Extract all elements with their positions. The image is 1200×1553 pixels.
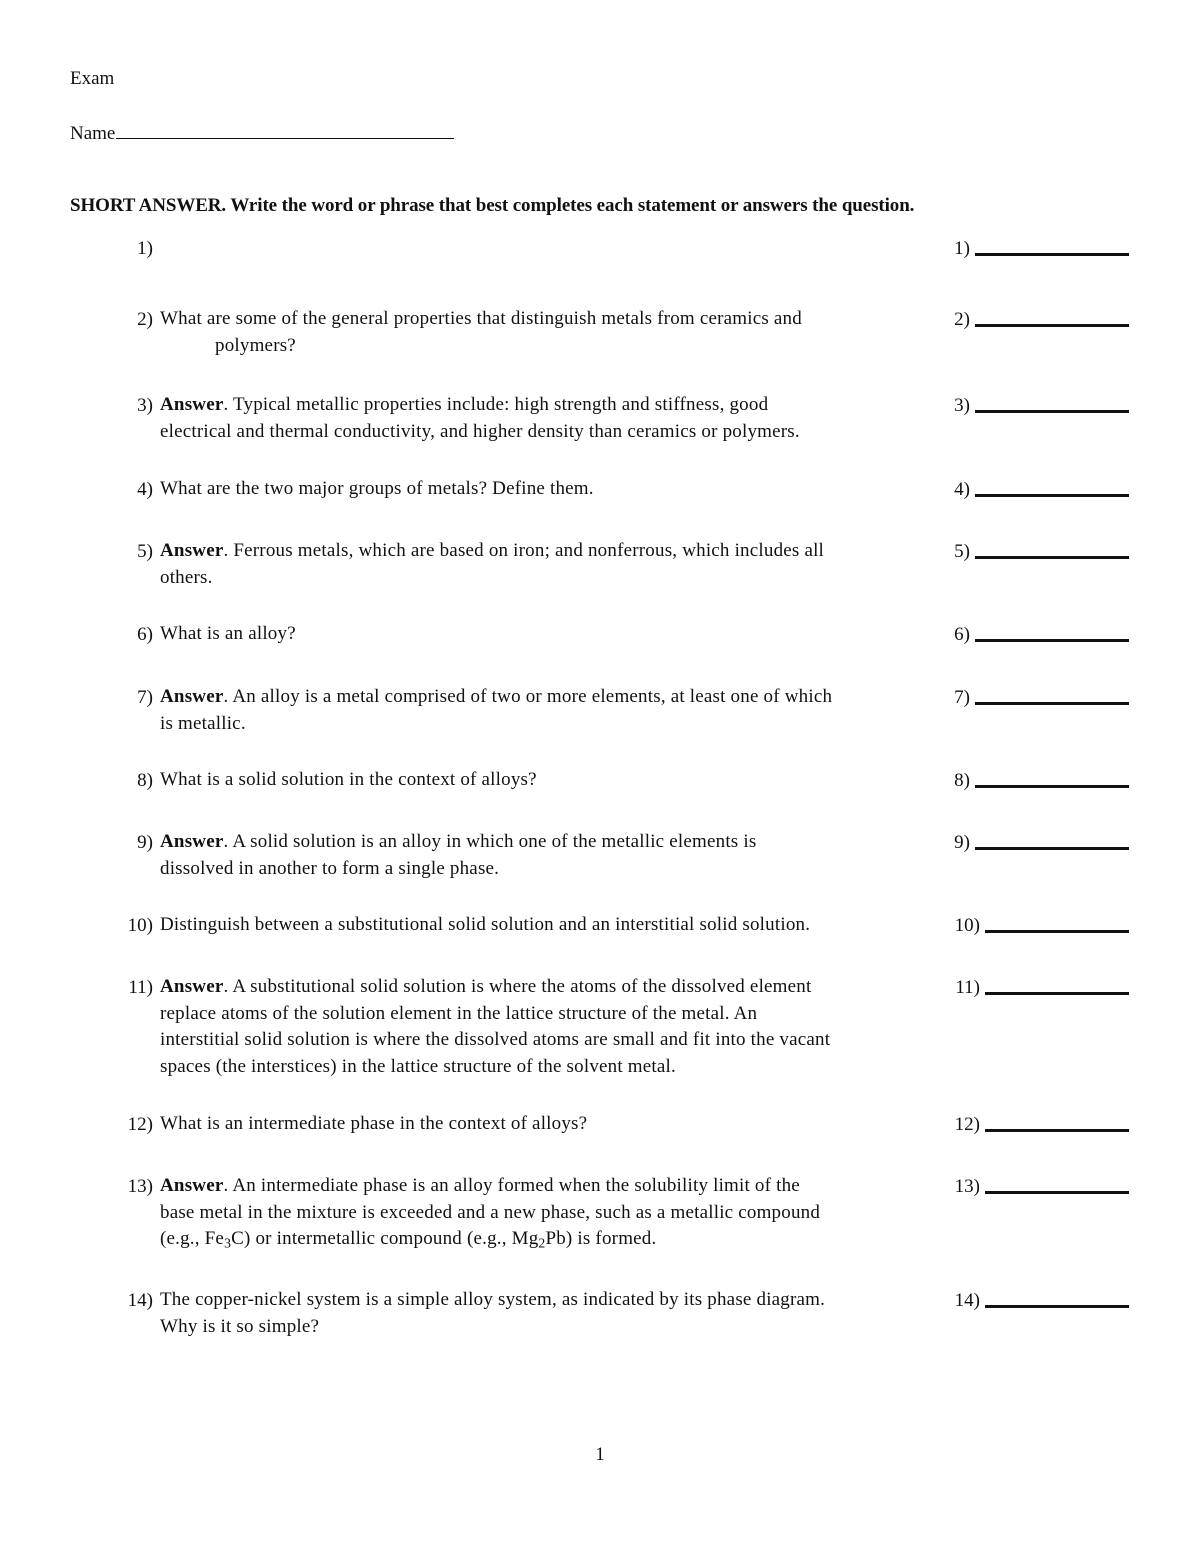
formula-text: (e.g., Fe xyxy=(160,1228,225,1249)
answer-blank-line[interactable] xyxy=(975,556,1129,559)
question-number: 12) xyxy=(127,1114,153,1135)
formula-line xyxy=(160,1228,656,1249)
page-number: 1 xyxy=(595,1444,605,1465)
answer-number: 13) xyxy=(954,1176,980,1197)
answer-label: Answer xyxy=(160,1175,224,1196)
question-line: base metal in the mixture is exceeded and a new phase, such as a metallic compound xyxy=(160,1201,821,1223)
question-text: Distinguish between a substitutional solid solution and an interstitial solid solution. xyxy=(160,914,811,935)
answer-number: 10) xyxy=(954,915,980,936)
question-text: What is an alloy? xyxy=(160,623,296,644)
answer-blank-line[interactable] xyxy=(985,1305,1129,1308)
answer-label: Answer xyxy=(160,831,224,852)
exam-title: Exam xyxy=(70,68,115,89)
answer-number: 1) xyxy=(954,238,970,259)
question-line: interstitial solid solution is where the dissolved atoms are small and fit into the vacant xyxy=(160,1029,831,1050)
question-text: What are the two major groups of metals? Define them. xyxy=(160,478,594,499)
answer-number: 12) xyxy=(954,1114,980,1135)
answer-blank-line[interactable] xyxy=(975,639,1129,642)
question-text: What is an intermediate phase in the context of alloys? xyxy=(160,1113,588,1134)
answer-number: 14) xyxy=(954,1290,980,1311)
answer-number: 8) xyxy=(954,770,970,791)
question-text xyxy=(160,1173,940,1253)
question-text xyxy=(160,306,930,359)
answer-number: 9) xyxy=(954,832,970,853)
question-number: 6) xyxy=(137,624,153,645)
formula-text: Pb) is formed. xyxy=(545,1228,657,1249)
question-number: 7) xyxy=(137,687,153,708)
question-line: . A substitutional solid solution is where the atoms of the dissolved element xyxy=(223,976,812,997)
question-line: spaces (the interstices) in the lattice structure of the solvent metal. xyxy=(160,1055,676,1077)
question-line: . An alloy is a metal comprised of two or more elements, at least one of which xyxy=(223,686,833,707)
question-text: What is a solid solution in the context of alloys? xyxy=(160,769,537,790)
subscript: 3 xyxy=(224,1235,232,1251)
answer-number: 4) xyxy=(954,479,970,500)
question-line: replace atoms of the solution element in the lattice structure of the metal. An xyxy=(160,1002,758,1024)
answer-blank-line[interactable] xyxy=(985,1129,1129,1132)
question-text xyxy=(160,392,930,445)
answer-label: Answer xyxy=(160,976,224,997)
question-line: others. xyxy=(160,566,213,588)
answer-blank-line[interactable] xyxy=(985,930,1129,933)
question-number: 11) xyxy=(128,977,153,998)
answer-number: 3) xyxy=(954,395,970,416)
answer-blank-line[interactable] xyxy=(975,785,1129,788)
name-label: Name xyxy=(70,123,116,144)
question-number: 1) xyxy=(137,238,153,259)
answer-label: Answer xyxy=(160,394,224,415)
answer-blank-line[interactable] xyxy=(985,992,1129,995)
name-field[interactable] xyxy=(70,120,454,145)
answer-blank-line[interactable] xyxy=(975,324,1129,327)
question-text xyxy=(160,974,940,1080)
question-text xyxy=(160,684,940,737)
question-line: The copper-nickel system is a simple alloy system, as indicated by its phase diagram. xyxy=(160,1289,826,1310)
answer-number: 2) xyxy=(954,309,970,330)
question-line: is metallic. xyxy=(160,712,246,734)
question-text xyxy=(160,538,930,591)
subscript: 2 xyxy=(538,1235,546,1251)
answer-blank-line[interactable] xyxy=(975,702,1129,705)
question-number: 10) xyxy=(127,915,153,936)
question-line: Why is it so simple? xyxy=(160,1315,320,1337)
question-number: 14) xyxy=(127,1290,153,1311)
question-text xyxy=(160,829,930,882)
answer-number: 7) xyxy=(954,687,970,708)
question-line: . A solid solution is an alloy in which one of the metallic elements is xyxy=(223,831,757,852)
answer-label: Answer xyxy=(160,540,224,561)
question-number: 8) xyxy=(137,770,153,791)
question-text xyxy=(160,1287,940,1340)
question-number: 2) xyxy=(137,309,153,330)
question-line: . Typical metallic properties include: high strength and stiffness, good xyxy=(223,394,769,415)
answer-blank-line[interactable] xyxy=(975,253,1129,256)
question-number: 13) xyxy=(127,1176,153,1197)
answer-number: 6) xyxy=(954,624,970,645)
answer-blank-line[interactable] xyxy=(975,847,1129,850)
question-line: What are some of the general properties that distinguish metals from ceramics and xyxy=(160,308,802,329)
answer-number: 5) xyxy=(954,541,970,562)
answer-blank-line[interactable] xyxy=(985,1191,1129,1194)
answer-label: Answer xyxy=(160,686,224,707)
answer-number: 11) xyxy=(955,977,980,998)
question-line: dissolved in another to form a single phase. xyxy=(160,857,500,879)
question-line: . Ferrous metals, which are based on iron; and nonferrous, which includes all xyxy=(223,540,825,561)
section-instructions: SHORT ANSWER. Write the word or phrase that best completes each statement or answers the question. xyxy=(70,195,915,216)
formula-text: C) or intermetallic compound (e.g., Mg xyxy=(231,1228,539,1249)
name-blank-line[interactable] xyxy=(116,120,454,139)
question-number: 5) xyxy=(137,541,153,562)
question-number: 9) xyxy=(137,832,153,853)
question-line: polymers? xyxy=(215,334,296,356)
question-number: 3) xyxy=(137,395,153,416)
answer-blank-line[interactable] xyxy=(975,494,1129,497)
question-number: 4) xyxy=(137,479,153,500)
answer-blank-line[interactable] xyxy=(975,410,1129,413)
question-line: electrical and thermal conductivity, and higher density than ceramics or polymers. xyxy=(160,420,800,442)
question-line: . An intermediate phase is an alloy formed when the solubility limit of the xyxy=(223,1175,800,1196)
